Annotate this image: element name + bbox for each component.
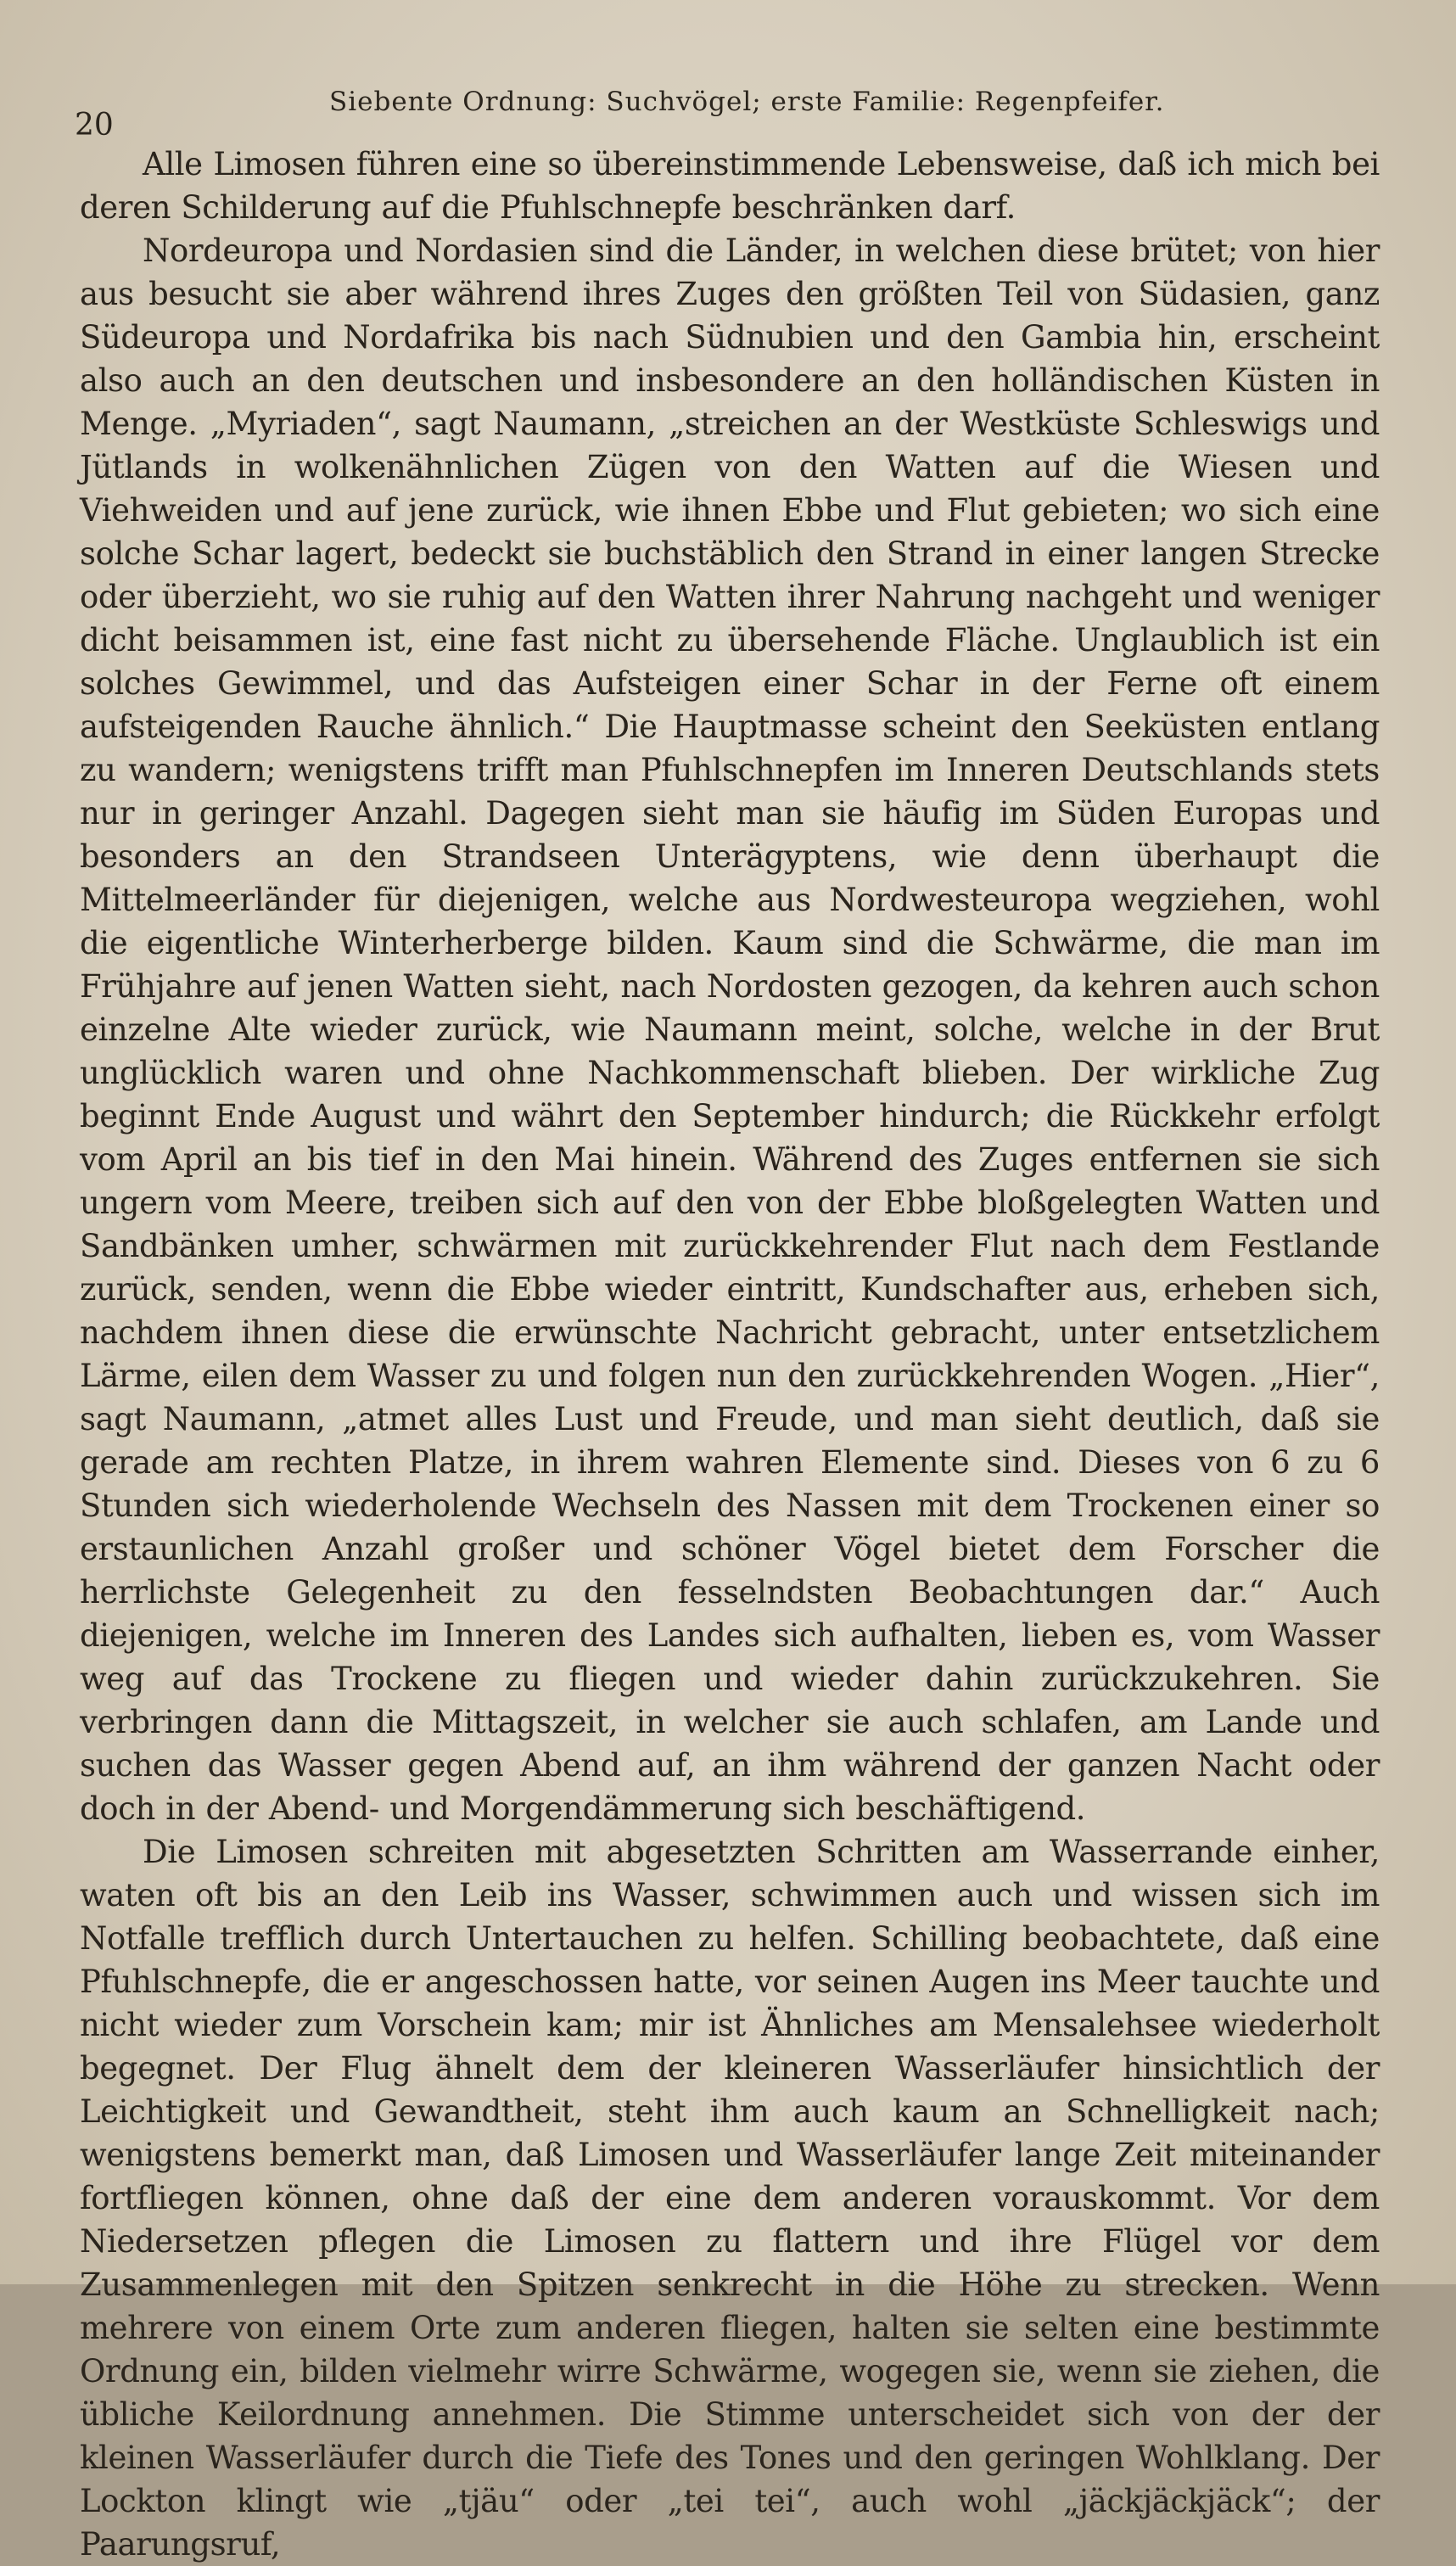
paragraph-intro: Alle Limosen führen eine so übereinstimmende Lebensweise, daß ich mich bei deren Schilderung auf die Pfuhlschnepfe beschränken darf. [80,146,1380,226]
page-number: 20 [75,108,114,143]
running-head: Siebente Ordnung: Suchvögel; erste Familie: Regenpfeifer. [329,87,1165,117]
paragraph-distribution: Nordeuropa und Nordasien sind die Länder, in welchen diese brütet; von hier aus besucht sie aber während ihres Zuges den größten Teil von Südasien, ganz Südeuropa und Nordafrika bis nach Südnubien und den Gambia hin, erscheint also auch an den deutschen und insbesondere an den holländischen Küsten in Menge. „Myriaden“, sagt Naumann, „streichen an der Westküste Schleswigs und Jütlands in wolkenähnlichen Zügen von den Watten auf die Wiesen und Viehweiden und auf jene zurück, wie ihnen Ebbe und Flut gebieten; wo sich eine solche Schar lagert, bedeckt sie buchstäblich den Strand in einer langen Strecke oder überzieht, wo sie ruhig auf den Watten ihrer Nahrung nachgeht und weniger dicht beisammen ist, eine fast nicht zu übersehende Fläche. Unglaublich ist ein solches Gewimmel, und das Aufsteigen einer Schar in der Ferne oft einem aufsteigenden Rauche ähnlich.“ Die Hauptmasse scheint den Seeküsten entlang zu wandern; wenigstens trifft man Pfuhlschnepfen im Inneren Deutschlands stets nur in geringer Anzahl. Dagegen sieht man sie häufig im Süden Europas und besonders an den Strandseen Unterägyptens, wie denn überhaupt die Mittelmeerländer für diejenigen, welche aus Nordwesteuropa wegziehen, wohl die eigentliche Winterherberge bilden. Kaum sind die Schwärme, die man im Frühjahre auf jenen Watten sieht, nach Nordosten gezogen, da kehren auch schon einzelne Alte wieder zurück, wie Naumann meint, solche, welche in der Brut unglücklich waren und ohne Nachkommenschaft blieben. Der wirkliche Zug beginnt Ende August und währt den September hindurch; die Rückkehr erfolgt vom April an bis tief in den Mai hinein. Während des Zuges entfernen sie sich ungern vom Meere, treiben sich auf den von der Ebbe bloßgelegten Watten und Sandbänken umher, schwärmen mit zurückkehrender Flut nach dem Festlande zurück, senden, wenn die Ebbe wieder eintritt, Kundschafter aus, erheben sich, nachdem ihnen diese die erwünschte Nachricht gebracht, unter entsetzlichem Lärme, eilen dem Wasser zu und folgen nun den zurückkehrenden Wogen. „Hier“, sagt Naumann, „atmet alles Lust und Freude, und man sieht deutlich, daß sie gerade am rechten Platze, in ihrem wahren Elemente sind. Dieses von 6 zu 6 Stunden sich wiederholende Wechseln des Nassen mit dem Trockenen einer so erstaunlichen Anzahl großer und schöner Vögel bietet dem Forscher die herrlichste Gelegenheit zu den fesselndsten Beobachtungen dar.“ Auch diejenigen, welche im Inneren des Landes sich aufhalten, lieben es, vom Wasser weg auf das Trockene zu fliegen und wieder dahin zurückzukehren. Sie verbringen dann die Mittagszeit, in welcher sie auch schlafen, am Lande und suchen das Wasser gegen Abend auf, an ihm während der ganzen Nacht oder doch in der Abend- und Morgendämmerung sich beschäftigend. [80,233,1380,1827]
paragraph-behavior: Die Limosen schreiten mit abgesetzten Schritten am Wasserrande einher, waten oft bis an den Leib ins Wasser, schwimmen auch und wissen sich im Notfalle trefflich durch Untertauchen zu helfen. Schilling beobachtete, daß eine Pfuhlschnepfe, die er angeschossen hatte, vor seinen Augen ins Meer tauchte und nicht wieder zum Vorschein kam; mir ist Ähnliches am Mensalehsee wiederholt begegnet. Der Flug ähnelt dem der kleineren Wasserläufer hinsichtlich der Leichtigkeit und Gewandtheit, steht ihm auch kaum an Schnelligkeit nach; wenigstens bemerkt man, daß Limosen und Wasserläufer lange Zeit miteinander fortfliegen können, ohne daß der eine dem anderen vorauskommt. Vor dem Niedersetzen pflegen die Limosen zu flattern und ihre Flügel vor dem Zusammenlegen mit den Spitzen senkrecht in die Höhe zu strecken. Wenn mehrere von einem Orte zum anderen fliegen, halten sie selten eine bestimmte Ordnung ein, bilden vielmehr wirre Schwärme, wogegen sie, wenn sie ziehen, die übliche Keilordnung annehmen. Die Stimme unterscheidet sich von der der kleinen Wasserläufer durch die Tiefe des Tones und den geringen Wohlklang. Der Lockton klingt wie „tjäu“ oder „tei tei“, auch wohl „jäckjäckjäck“; der Paarungsruf, [80,1834,1380,2563]
page-header [75,66,1398,143]
body-text [80,143,1380,2566]
